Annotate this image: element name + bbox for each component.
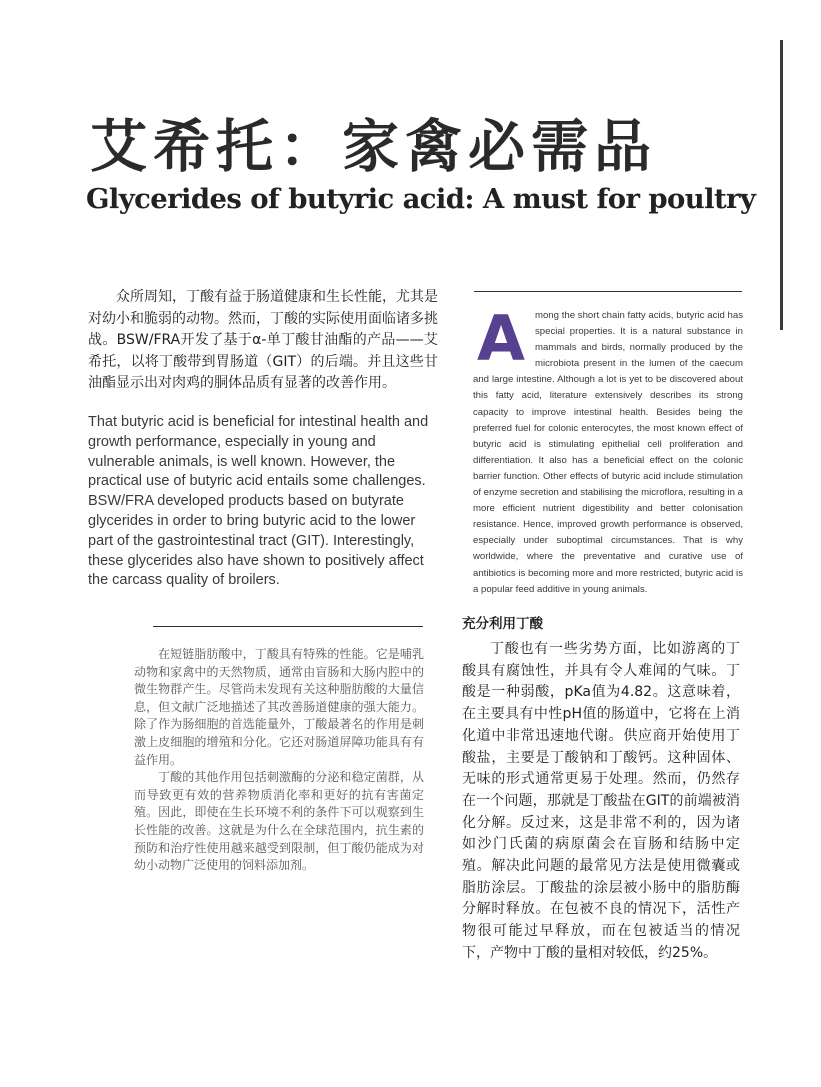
summary-paragraph-2: 丁酸的其他作用包括刺激酶的分泌和稳定菌群，从而导致更有效的营养物质消化率和更好的抗有害菌定殖。因此，即使在生长环境不利的条件下可以观察到生长性能的改善。这就是为什么在全球范围内，抗生素的预防和治疗性使用越来越受到限制，但丁酸仍能成为对幼小动物广泛使用的饲料添加剂。 — [134, 770, 424, 873]
summary-chinese — [134, 646, 424, 875]
intro-chinese: 众所周知，丁酸有益于肠道健康和生长性能，尤其是对幼小和脆弱的动物。然而，丁酸的实际使用面临诸多挑战。BSW/FRA开发了基于α-单丁酸甘油酯的产品——艾希托，以将丁酸带到胃肠道（GIT）的后端。并且这些甘油酯显示出对肉鸡的胴体品质有显著的改善作用。 — [88, 289, 438, 392]
page-edge-bar — [780, 40, 783, 330]
intro-english: That butyric acid is beneficial for intestinal health and growth performance, especially in young and vulnerable animals, is well known. However, the practical use of butyric acid entails some challenges. BSW/FRA developed products based on butyrate glycerides in order to bring butyric acid to the lower part of the gastrointestinal tract (GIT). Interestingly, these glycerides also have shown to positively affect the carcass quality of broilers. — [88, 414, 429, 589]
section-heading: 充分利用丁酸 — [462, 616, 543, 632]
abstract-text: mong the short chain fatty acids, butyric acid has special properties. It is a natural substance in mammals and birds, normally produced by the microbiota present in the lumen of the caecum and large intestine. Although a lot is yet to be discovered about this fatty acid, literature extensively describes its strong capacity to improve intestinal health. Besides being the preferred fuel for colonic enterocytes, the most known effect of butyric acid is stimulating epithelial cell proliferation and differentiation. It also has a beneficial effect on the colonic barrier function. Other effects of butyric acid include stimulation of enzyme secretion and stabilising the microflora, resulting in a more efficient nutrient digestibility and better colonisation resistance. Hence, improved growth performance is observed, especially under suboptimal circumstances. That is why worldwide, where the preventative and curative use of antibiotics is becoming more and more restricted, butyric acid is a popular feed additive in young animals. — [473, 310, 743, 595]
title-english: Glycerides of butyric acid: A must for poultry — [86, 183, 756, 215]
divider-left — [153, 626, 423, 627]
summary-paragraph-1: 在短链脂肪酸中，丁酸具有特殊的性能。它是哺乳动物和家禽中的天然物质，通常由盲肠和大肠内腔中的微生物群产生。尽管尚未发现有关这种脂肪酸的大量信息，但文献广泛地描述了其改善肠道健康的强大能力。除了作为肠细胞的首选能量外，丁酸最著名的作用是刺激上皮细胞的增殖和分化。它还对肠道屏障功能具有有益作用。 — [134, 647, 424, 767]
divider-right — [474, 291, 742, 292]
drop-cap: A — [477, 302, 525, 375]
title-chinese: 艾希托：家禽必需品 — [90, 114, 657, 180]
abstract-english — [473, 302, 743, 598]
body-chinese: 丁酸也有一些劣势方面，比如游离的丁酸具有腐蚀性，并具有令人难闻的气味。丁酸是一种弱酸，pKa值为4.82。这意味着，在主要具有中性pH值的肠道中，它将在上消化道中非常迅速地代谢。供应商开始使用丁酸盐，主要是丁酸钠和丁酸钙。这种固体、无味的形式通常更易于处理。然而，仍然存在一个问题，那就是丁酸盐在GIT的前端被消化分解。反过来，这是非常不利的，因为诸如沙门氏菌的病原菌会在盲肠和结肠中定殖。解决此问题的最常见方法是使用微囊或脂肪涂层。丁酸盐的涂层被小肠中的脂肪酶分解时释放。在包被不良的情况下，活性产物很可能过早释放，而在包被适当的情况下，产物中丁酸的量相对较低，约25%。 — [462, 641, 740, 961]
